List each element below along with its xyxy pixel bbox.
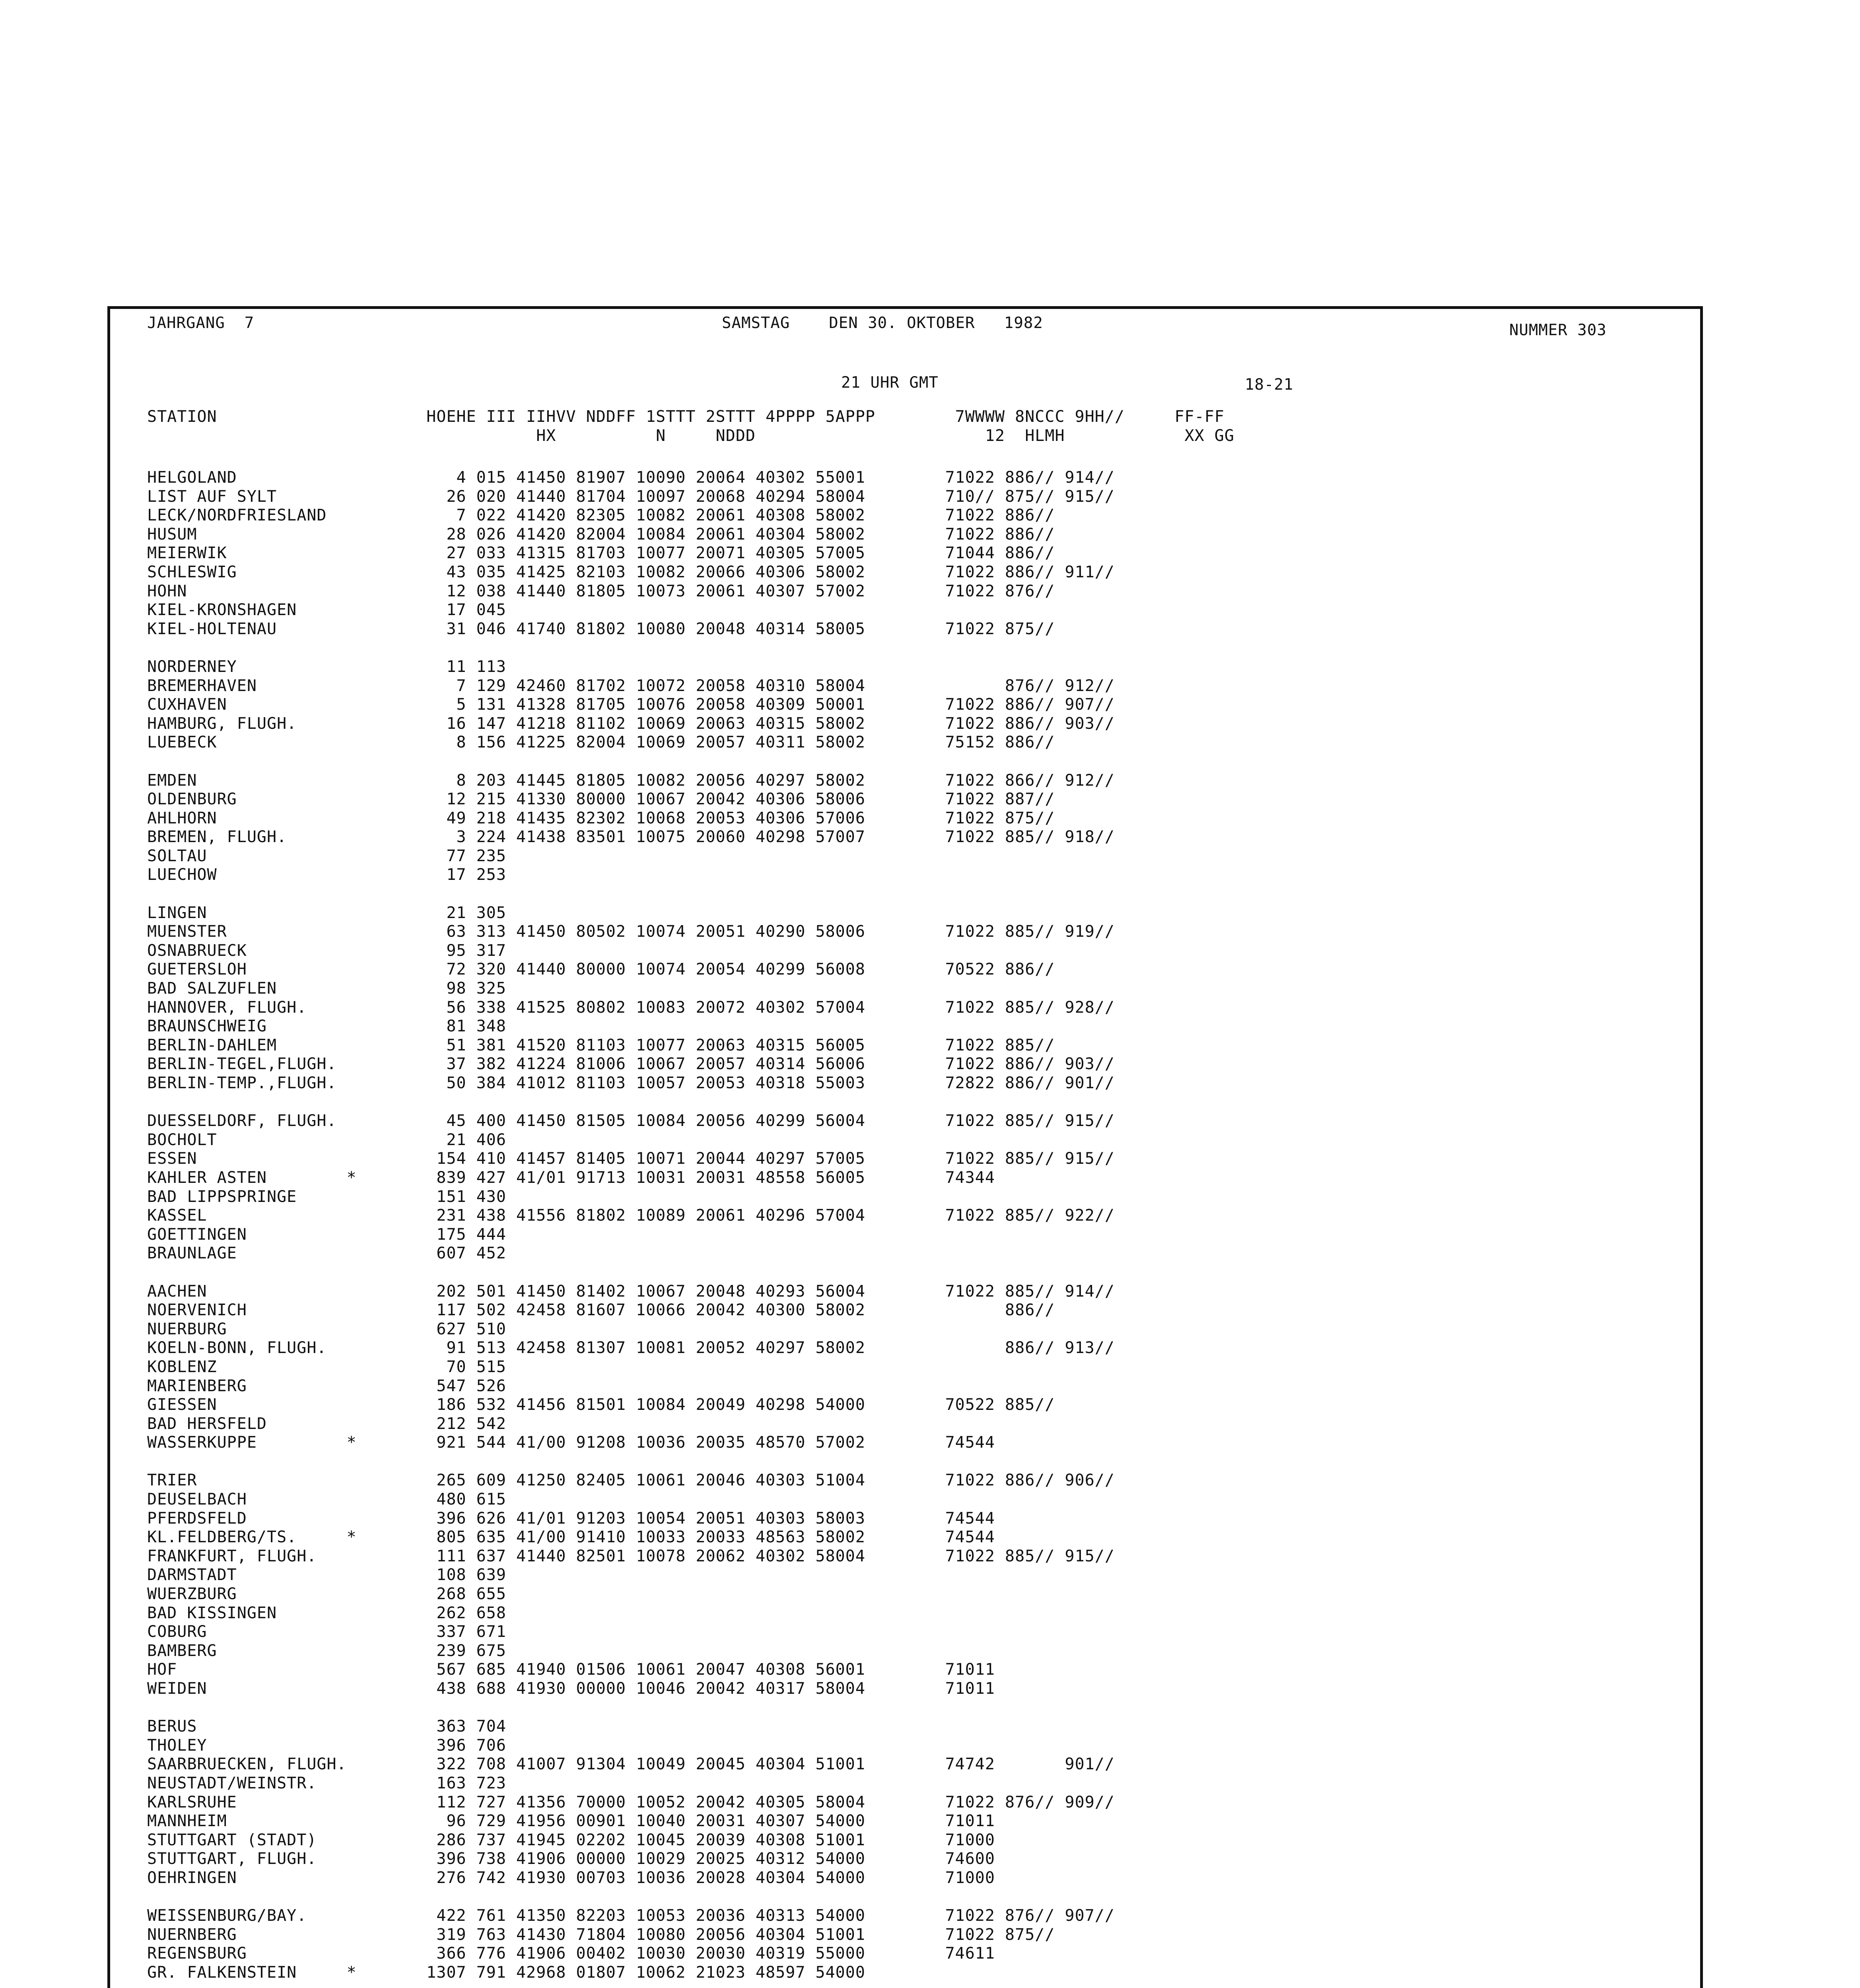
station-row: CUXHAVEN 5 131 41328 81705 10076 20058 40309 50001 71022 886// 907//	[147, 695, 1115, 714]
station-table	[147, 468, 1115, 1988]
station-row: PFERDSFELD 396 626 41/01 91203 10054 20051 40303 58003 74544	[147, 1509, 995, 1528]
station-row: KARLSRUHE 112 727 41356 70000 10052 20042 40305 58004 71022 876// 909//	[147, 1793, 1115, 1811]
station-row: STUTTGART (STADT) 286 737 41945 02202 10045 20039 40308 51001 71000	[147, 1831, 995, 1849]
station-row: MANNHEIM 96 729 41956 00901 10040 20031 40307 54000 71011	[147, 1812, 995, 1831]
station-row: HANNOVER, FLUGH. 56 338 41525 80802 10083 20072 40302 57004 71022 885// 928//	[147, 998, 1115, 1017]
station-row: BREMERHAVEN 7 129 42460 81702 10072 20058 40310 58004 876// 912//	[147, 676, 1115, 695]
station-row: SAARBRUECKEN, FLUGH. 322 708 41007 91304 10049 20045 40304 51001 74742 901//	[147, 1755, 1115, 1774]
station-row: NEUSTADT/WEINSTR. 163 723	[147, 1774, 506, 1792]
station-row: GIESSEN 186 532 41456 81501 10084 20049 40298 54000 70522 885//	[147, 1396, 1055, 1414]
station-row: LUECHOW 17 253	[147, 866, 506, 884]
jahrgang-label: JAHRGANG 7	[147, 314, 255, 332]
station-row: HELGOLAND 4 015 41450 81907 10090 20064 40302 55001 71022 886// 914//	[147, 468, 1115, 487]
station-row: SCHLESWIG 43 035 41425 82103 10082 20066 40306 58002 71022 886// 911//	[147, 563, 1115, 581]
station-row: WEIDEN 438 688 41930 00000 10046 20042 40317 58004 71011	[147, 1679, 995, 1698]
station-row: EMDEN 8 203 41445 81805 10082 20056 40297 58002 71022 866// 912//	[147, 771, 1115, 790]
group-separator	[147, 1888, 1115, 1907]
station-row: BERLIN-TEGEL,FLUGH. 37 382 41224 81006 10067 20057 40314 56006 71022 886// 903//	[147, 1055, 1115, 1074]
station-row: OLDENBURG 12 215 41330 80000 10067 20042 40306 58006 71022 887//	[147, 790, 1055, 809]
station-row: GR. FALKENSTEIN * 1307 791 42968 01807 10062 21023 48597 54000	[147, 1963, 865, 1982]
group-separator	[147, 1093, 1115, 1112]
station-row: OSNABRUECK 95 317	[147, 941, 506, 960]
station-row: OEHRINGEN 276 742 41930 00703 10036 20028 40304 54000 71000	[147, 1868, 995, 1887]
station-row: LINGEN 21 305	[147, 903, 506, 922]
station-row: NORDERNEY 11 113	[147, 657, 506, 676]
station-row: SOLTAU 77 235	[147, 846, 506, 865]
station-row: DUESSELDORF, FLUGH. 45 400 41450 81505 10084 20056 40299 56004 71022 885// 915//	[147, 1112, 1115, 1130]
station-row: BREMEN, FLUGH. 3 224 41438 83501 10075 20060 40298 57007 71022 885// 918//	[147, 828, 1115, 846]
group-separator	[147, 885, 1115, 904]
station-row: KASSEL 231 438 41556 81802 10089 20061 40296 57004 71022 885// 922//	[147, 1206, 1115, 1225]
station-row: HOHN 12 038 41440 81805 10073 20061 40307 57002 71022 876//	[147, 582, 1055, 600]
station-row: THOLEY 396 706	[147, 1736, 506, 1755]
station-row: FRANKFURT, FLUGH. 111 637 41440 82501 10078 20062 40302 58004 71022 885// 915//	[147, 1547, 1115, 1565]
station-row: GUETERSLOH 72 320 41440 80000 10074 20054 40299 56008 70522 886//	[147, 960, 1055, 979]
station-row: STUTTGART, FLUGH. 396 738 41906 00000 10029 20025 40312 54000 74600	[147, 1850, 995, 1868]
station-row: AHLHORN 49 218 41435 82302 10068 20053 40306 57006 71022 875//	[147, 809, 1055, 827]
station-row: KOELN-BONN, FLUGH. 91 513 42458 81307 10081 20052 40297 58002 886// 913//	[147, 1339, 1115, 1357]
station-row: NUERBURG 627 510	[147, 1320, 506, 1338]
station-row: REGENSBURG 366 776 41906 00402 10030 20030 40319 55000 74611	[147, 1944, 995, 1963]
station-row: LUEBECK 8 156 41225 82004 10069 20057 40311 58002 75152 886//	[147, 733, 1055, 752]
group-separator	[147, 752, 1115, 771]
station-row: BERLIN-TEMP.,FLUGH. 50 384 41012 81103 10057 20053 40318 55003 72822 886// 901//	[147, 1074, 1115, 1092]
time-label: 21 UHR GMT	[841, 374, 939, 392]
station-row: WASSERKUPPE * 921 544 41/00 91208 10036 20035 48570 57002 74544	[147, 1433, 995, 1452]
station-row: BAD KISSINGEN 262 658	[147, 1604, 506, 1622]
group-separator	[147, 1699, 1115, 1718]
station-row: BOCHOLT 21 406	[147, 1130, 506, 1149]
issue-number: NUMMER 303	[1509, 321, 1607, 339]
station-row: KIEL-KRONSHAGEN 17 045	[147, 601, 506, 619]
station-row: MUENSTER 63 313 41450 80502 10074 20051 40290 58006 71022 885// 919//	[147, 922, 1115, 941]
station-row: BRAUNLAGE 607 452	[147, 1244, 506, 1263]
station-row: KL.FELDBERG/TS. * 805 635 41/00 91410 10033 20033 48563 58002 74544	[147, 1528, 995, 1547]
group-separator	[147, 1263, 1115, 1282]
station-row: WEISSENBURG/BAY. 422 761 41350 82203 10053 20036 40313 54000 71022 876// 907//	[147, 1906, 1115, 1925]
station-row: LIST AUF SYLT 26 020 41440 81704 10097 20068 40294 58004 710// 875// 915//	[147, 487, 1115, 506]
hour-range: 18-21	[1245, 376, 1294, 394]
station-row: MARIENBERG 547 526	[147, 1376, 506, 1395]
station-row: DARMSTADT 108 639	[147, 1566, 506, 1584]
station-row: GOETTINGEN 175 444	[147, 1225, 506, 1244]
station-row: KIEL-HOLTENAU 31 046 41740 81802 10080 20048 40314 58005 71022 875//	[147, 619, 1055, 638]
station-row: NOERVENICH 117 502 42458 81607 10066 20042 40300 58002 886//	[147, 1301, 1055, 1320]
station-row: ESSEN 154 410 41457 81405 10071 20044 40297 57005 71022 885// 915//	[147, 1149, 1115, 1168]
date-label: SAMSTAG DEN 30. OKTOBER 1982	[722, 314, 1043, 332]
station-row: KOBLENZ 70 515	[147, 1357, 506, 1376]
station-row: HAMBURG, FLUGH. 16 147 41218 81102 10069 20063 40315 58002 71022 886// 903//	[147, 714, 1115, 733]
station-row: LECK/NORDFRIESLAND 7 022 41420 82305 10082 20061 40308 58002 71022 886//	[147, 506, 1055, 525]
station-row: TRIER 265 609 41250 82405 10061 20046 40303 51004 71022 886// 906//	[147, 1471, 1115, 1490]
station-row: HUSUM 28 026 41420 82004 10084 20061 40304 58002 71022 886//	[147, 525, 1055, 544]
group-separator	[147, 639, 1115, 658]
station-row: WUERZBURG 268 655	[147, 1585, 506, 1604]
station-row: BERUS 363 704	[147, 1717, 506, 1736]
column-header-line1: STATION HOEHE III IIHVV NDDFF 1STTT 2STTT 4PPPP 5APPP 7WWWW 8NCCC 9HH// FF-FF	[147, 408, 1224, 426]
group-separator	[147, 1982, 1115, 1988]
station-row: NUERNBERG 319 763 41430 71804 10080 20056 40304 51001 71022 875//	[147, 1925, 1055, 1944]
station-row: COBURG 337 671	[147, 1623, 506, 1641]
group-separator	[147, 1452, 1115, 1472]
station-row: DEUSELBACH 480 615	[147, 1490, 506, 1509]
station-row: HOF 567 685 41940 01506 10061 20047 40308 56001 71011	[147, 1660, 995, 1679]
station-row: BRAUNSCHWEIG 81 348	[147, 1017, 506, 1036]
station-row: KAHLER ASTEN * 839 427 41/01 91713 10031 20031 48558 56005 74344	[147, 1168, 995, 1187]
station-row: BAD LIPPSPRINGE 151 430	[147, 1187, 506, 1206]
station-row: AACHEN 202 501 41450 81402 10067 20048 40293 56004 71022 885// 914//	[147, 1282, 1115, 1301]
station-row: BAD SALZUFLEN 98 325	[147, 979, 506, 998]
station-row: BAD HERSFELD 212 542	[147, 1414, 506, 1433]
station-row: BERLIN-DAHLEM 51 381 41520 81103 10077 20063 40315 56005 71022 885//	[147, 1036, 1055, 1054]
station-row: MEIERWIK 27 033 41315 81703 10077 20071 40305 57005 71044 886//	[147, 544, 1055, 563]
station-row: BAMBERG 239 675	[147, 1641, 506, 1660]
column-header-line2: HX N NDDD 12 HLMH XX GG	[147, 427, 1234, 445]
